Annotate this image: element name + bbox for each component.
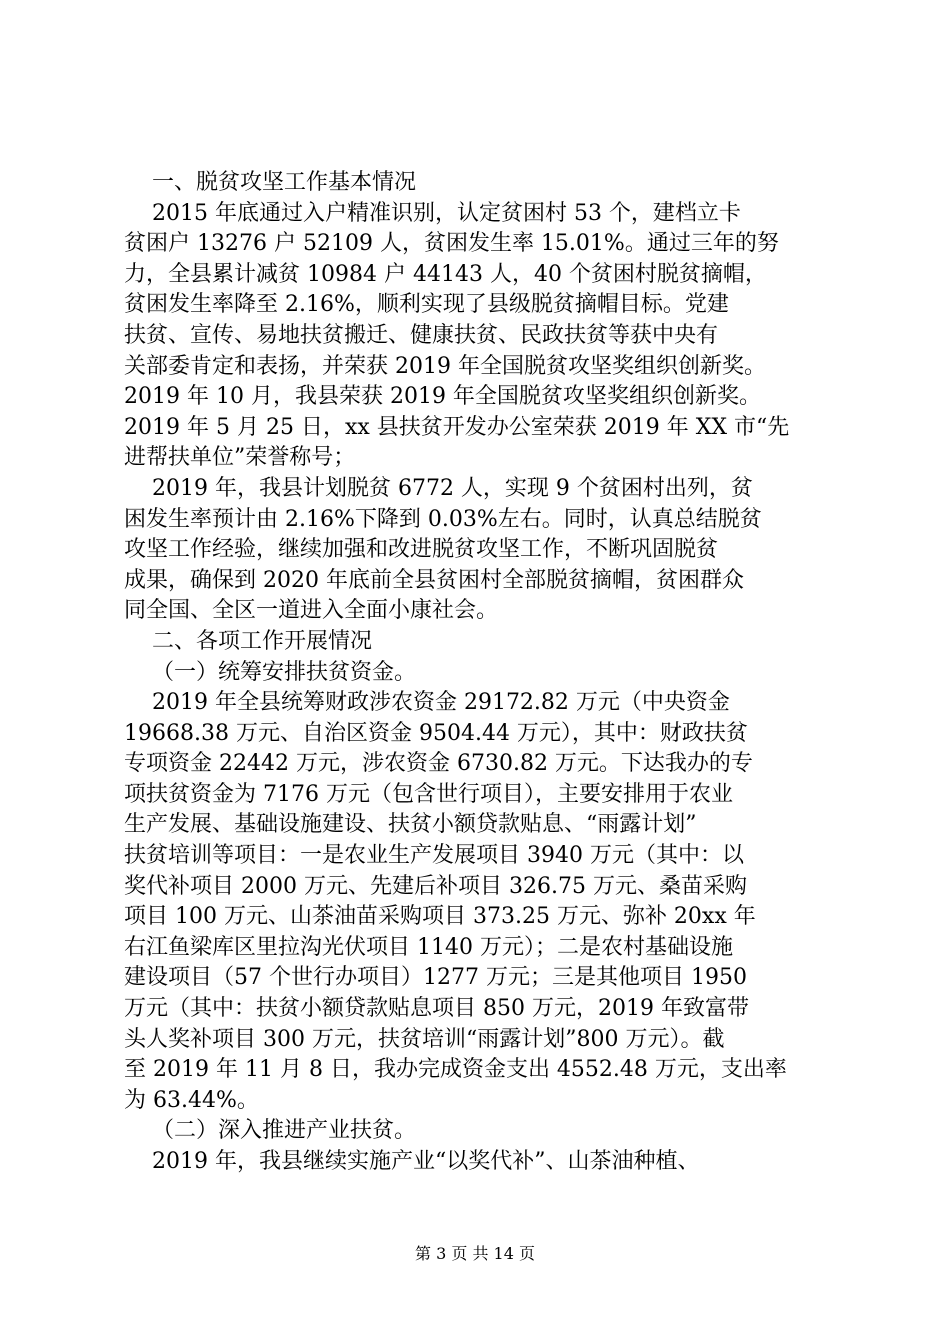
- text-line: （二）深入推进产业扶贫。: [124, 1118, 416, 1144]
- text-line: 2019 年全县统筹财政涉农资金 29172.82 万元（中央资金: [124, 690, 730, 716]
- text-line: 力，全县累计减贫 10984 户 44143 人，40 个贫困村脱贫摘帽，: [124, 261, 767, 287]
- text-line: 奖代补项目 2000 万元、先建后补项目 326.75 万元、桑苗采购: [124, 873, 747, 899]
- text-line: 生产发展、基础设施建设、扶贫小额贷款贴息、“雨露计划”: [124, 812, 697, 838]
- text-line: 扶贫、宣传、易地扶贫搬迁、健康扶贫、民政扶贫等获中央有: [124, 322, 719, 348]
- text-line: 二、各项工作开展情况: [124, 628, 372, 654]
- text-line: 万元（其中：扶贫小额贷款贴息项目 850 万元，2019 年致富带: [124, 996, 749, 1022]
- text-line: 成果，确保到 2020 年底前全县贫困村全部脱贫摘帽，贫困群众: [124, 567, 744, 593]
- text-line: 2015 年底通过入户精准识别，认定贫困村 53 个，建档立卡: [124, 200, 741, 226]
- text-line: 19668.38 万元、自治区资金 9504.44 万元），其中：财政扶贫: [124, 720, 748, 746]
- text-line: 扶贫培训等项目：一是农业生产发展项目 3940 万元（其中：以: [124, 843, 744, 869]
- text-line: 贫困发生率降至 2.16%，顺利实现了县级脱贫摘帽目标。党建: [124, 292, 729, 318]
- page-number: 第 3 页 共 14 页: [415, 1244, 535, 1263]
- text-line: 右江鱼梁库区里拉沟光伏项目 1140 万元）；二是农村基础设施: [124, 934, 733, 960]
- text-line: 贫困户 13276 户 52109 人，贫困发生率 15.01%。通过三年的努: [124, 231, 779, 257]
- text-line: 2019 年，我县继续实施产业“以奖代补”、山茶油种植、: [124, 1149, 700, 1174]
- text-line: 同全国、全区一道进入全面小康社会。: [124, 598, 499, 624]
- text-line: 2019 年 5 月 25 日，xx 县扶贫开发办公室荣获 2019 年 XX 市“先: [124, 414, 790, 440]
- text-line: 项扶贫资金为 7176 万元（包含世行项目），主要安排用于农业: [124, 781, 733, 807]
- text-line: 关部委肯定和表扬，并荣获 2019 年全国脱贫攻坚奖组织创新奖。: [124, 353, 766, 379]
- text-line: （一）统筹安排扶贫资金。: [124, 659, 416, 685]
- text-line: 项目 100 万元、山茶油苗采购项目 373.25 万元、弥补 20xx 年: [124, 904, 756, 930]
- text-line: 建设项目（57 个世行办项目）1277 万元；三是其他项目 1950: [124, 965, 747, 991]
- text-line: 至 2019 年 11 月 8 日，我办完成资金支出 4552.48 万元，支出率: [124, 1057, 787, 1083]
- text-line: 头人奖补项目 300 万元，扶贫培训“雨露计划”800 万元）。截: [124, 1026, 725, 1052]
- text-line: 困发生率预计由 2.16%下降到 0.03%左右。同时，认真总结脱贫: [124, 506, 762, 532]
- text-line: 专项资金 22442 万元，涉农资金 6730.82 万元。下达我办的专: [124, 751, 753, 777]
- text-line: 攻坚工作经验，继续加强和改进脱贫攻坚工作，不断巩固脱贫: [124, 537, 719, 563]
- text-line: 2019 年，我县计划脱贫 6772 人，实现 9 个贫困村出列，贫: [124, 475, 753, 501]
- text-line: 进帮扶单位”荣誉称号；: [124, 445, 356, 471]
- page-footer: [0, 1244, 950, 1264]
- body-text: [124, 168, 844, 1178]
- text-line: 2019 年 10 月，我县荣获 2019 年全国脱贫攻坚奖组织创新奖。: [124, 384, 761, 410]
- text-line: 一、脱贫攻坚工作基本情况: [124, 170, 416, 195]
- text-line: 为 63.44%。: [124, 1087, 259, 1113]
